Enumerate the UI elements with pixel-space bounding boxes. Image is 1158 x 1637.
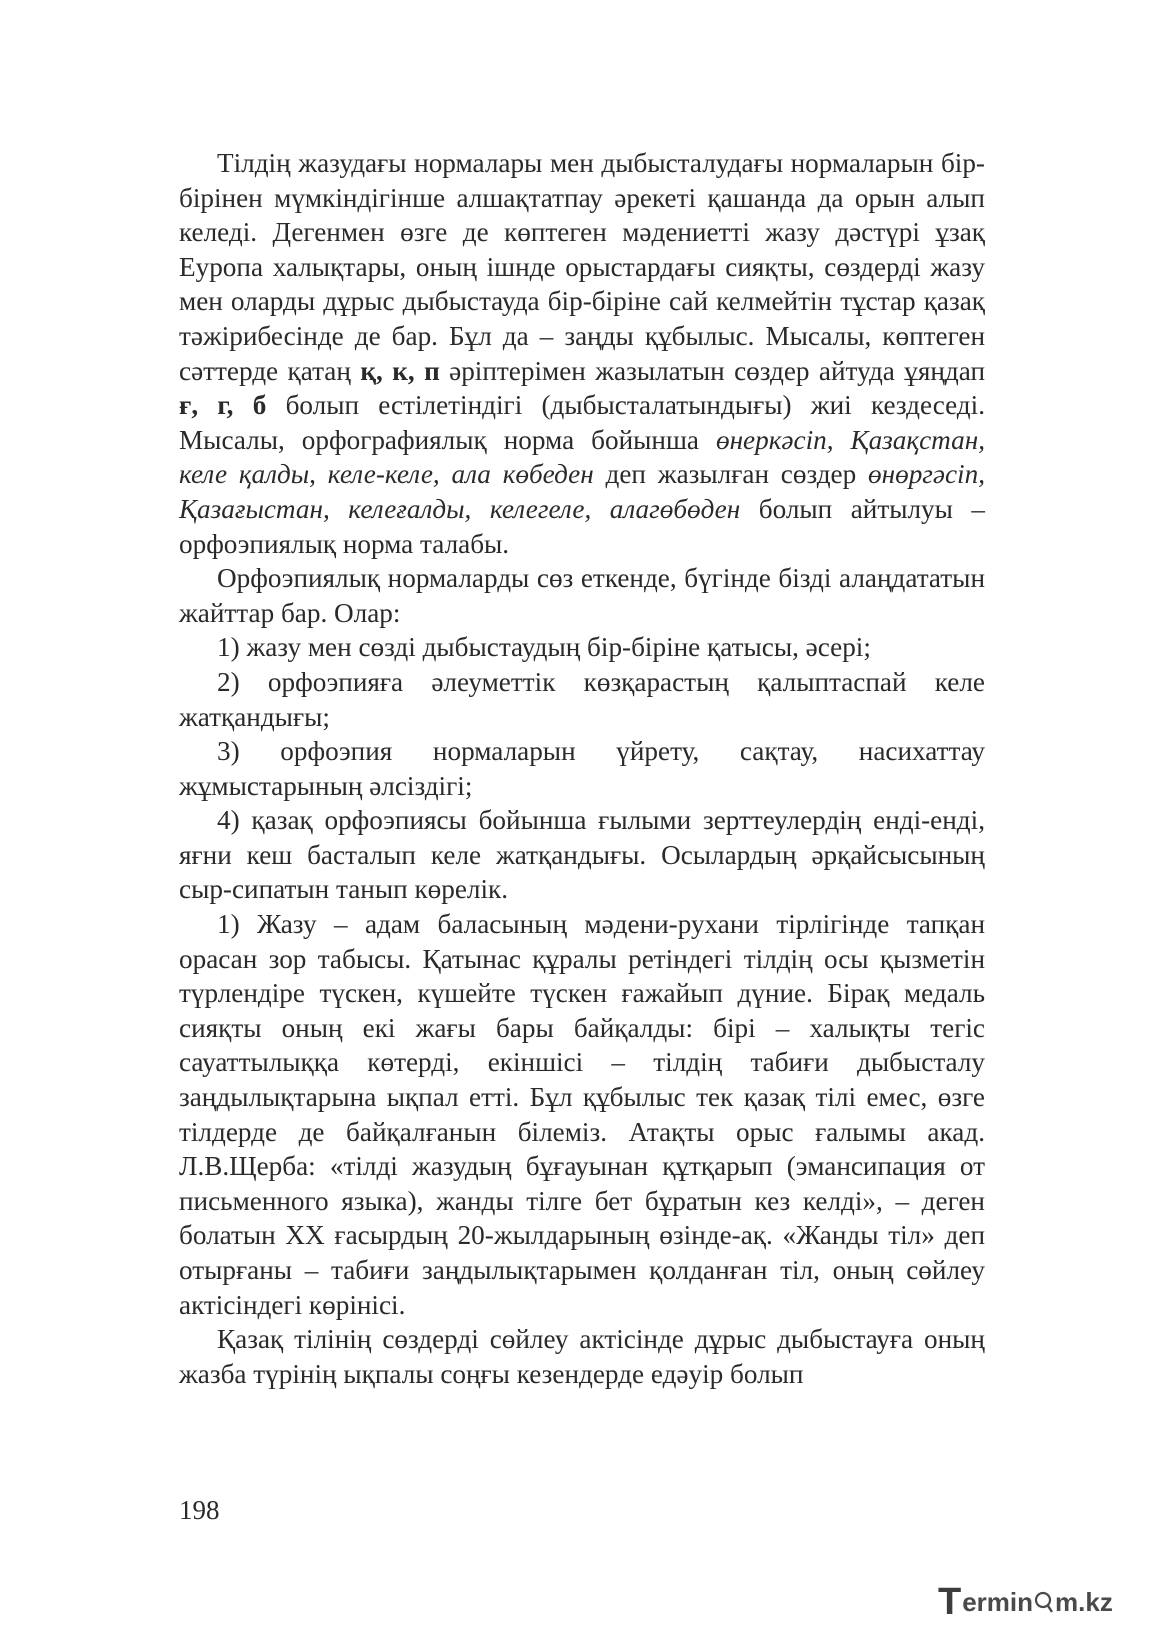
body-text <box>179 146 985 1391</box>
watermark-text-before: ermin <box>962 1586 1034 1617</box>
list-item-paragraph <box>179 734 985 803</box>
text-segment: әріптерімен жазылатын сөздер айтуда ұяңдап <box>439 355 985 386</box>
watermark-initial: T <box>938 1580 962 1623</box>
text-segment: Орфоэпиялық нормаларды сөз еткенде, бүгінде бізді алаңдататын жайттар бар. Олар: <box>179 563 985 628</box>
italic-example-words: өнеркәсіп, Қазақстан, келе қалды, келе-келе, ала көбеден <box>179 424 985 490</box>
page-number: 198 <box>179 1495 220 1525</box>
bold-letters: қ, к, п <box>360 355 440 386</box>
text-segment: 1) жазу мен сөзді дыбыстаудың бір-біріне қатысы, әсері; <box>217 632 871 663</box>
list-item-paragraph <box>179 803 985 907</box>
body-paragraph <box>179 1322 985 1391</box>
site-watermark <box>938 1582 1113 1622</box>
watermark-text-after: m.kz <box>1055 1586 1113 1617</box>
italic-example-words: өнөргәсіп, Қазағыстан, келеғалды, келегеле, алагөбөден <box>179 459 985 524</box>
text-segment: 1) Жазу – адам баласының мәдени-рухани тірлігінде тапқан орасан зор табысы. Қатынас құралы ретіндегі тілдің осы қызметін түрлендіре түскен, күшейте түскен ғажайып дүние. Бірақ медаль сияқты оның екі жағы бары байқалды: бірі – халықты тегіс сауаттылыққа көтерді, екіншісі – тілдің табиғи дыбысталу заңдылықтарына ықпал етті. Бұл құбылыс тек қазақ тілі емес, өзге тілдерде де байқалғанын білеміз. Атақты орыс ғалымы акад. Л.В.Щерба: «тілді жазудың бұғауынан құтқарып (эмансипация от письменного языка), жанды тілге бет бұратын кез келді», – деген болатын XX ғасырдың 20-жылдарының өзінде-ақ. «Жанды тіл» деп отырғаны – табиғи заңдылықтарымен қолданған тіл, оның сөйлеу актісіндегі көрінісі. <box>179 909 985 1320</box>
text-segment: 2) орфоэпияға әлеуметтік көзқарастың қалыптаспай келе жатқандығы; <box>179 666 985 732</box>
text-segment: деп жазылған сөздер <box>593 459 869 490</box>
text-segment: 4) қазақ орфоэпиясы бойынша ғылыми зерттеулердің енді-енді, яғни кеш басталып келе жатқандығы. Осылардың әрқайсысының сыр-сипатын танып көрелік. <box>179 805 985 905</box>
text-segment: болып айтылуы – орфоэпиялық норма талабы. <box>179 493 985 559</box>
list-item-paragraph <box>179 630 985 665</box>
body-paragraph <box>179 146 985 561</box>
body-paragraph <box>179 907 985 1322</box>
list-item-paragraph <box>179 665 985 734</box>
bold-letters: ғ, г, б <box>179 390 267 421</box>
text-segment: Тілдің жазудағы нормалары мен дыбысталудағы нормаларын бір-бірінен мүмкіндігінше алшақтатпау әрекеті қашанда да орын алып келеді. Дегенмен өзге де көптеген мәдениетті жазу дәстүрі ұзақ Еуропа халықтары, оның ішнде орыстардағы сияқты, сөздерді жазу мен оларды дұрыс дыбыстауда бір-біріне сай келмейтін тұстар қазақ тәжірибесінде де бар. Бұл да – заңды құбылыс. Мысалы, көптеген сәттерде қатаң <box>179 148 985 386</box>
body-paragraph <box>179 561 985 630</box>
text-segment: Қазақ тілінің сөздерді сөйлеу актісінде дұрыс дыбыстауға оның жазба түрінің ықпалы соңғы кезендерде едәуір болып <box>179 1324 985 1389</box>
magnifier-icon <box>1034 1588 1054 1616</box>
text-segment: болып естілетіндігі (дыбысталатындығы) жиі кездеседі. Мысалы, орфографиялық норма бойынша <box>179 390 985 455</box>
text-segment: 3) орфоэпия нормаларын үйрету, сақтау, насихаттау жұмыстарының әлсіздігі; <box>179 736 985 801</box>
